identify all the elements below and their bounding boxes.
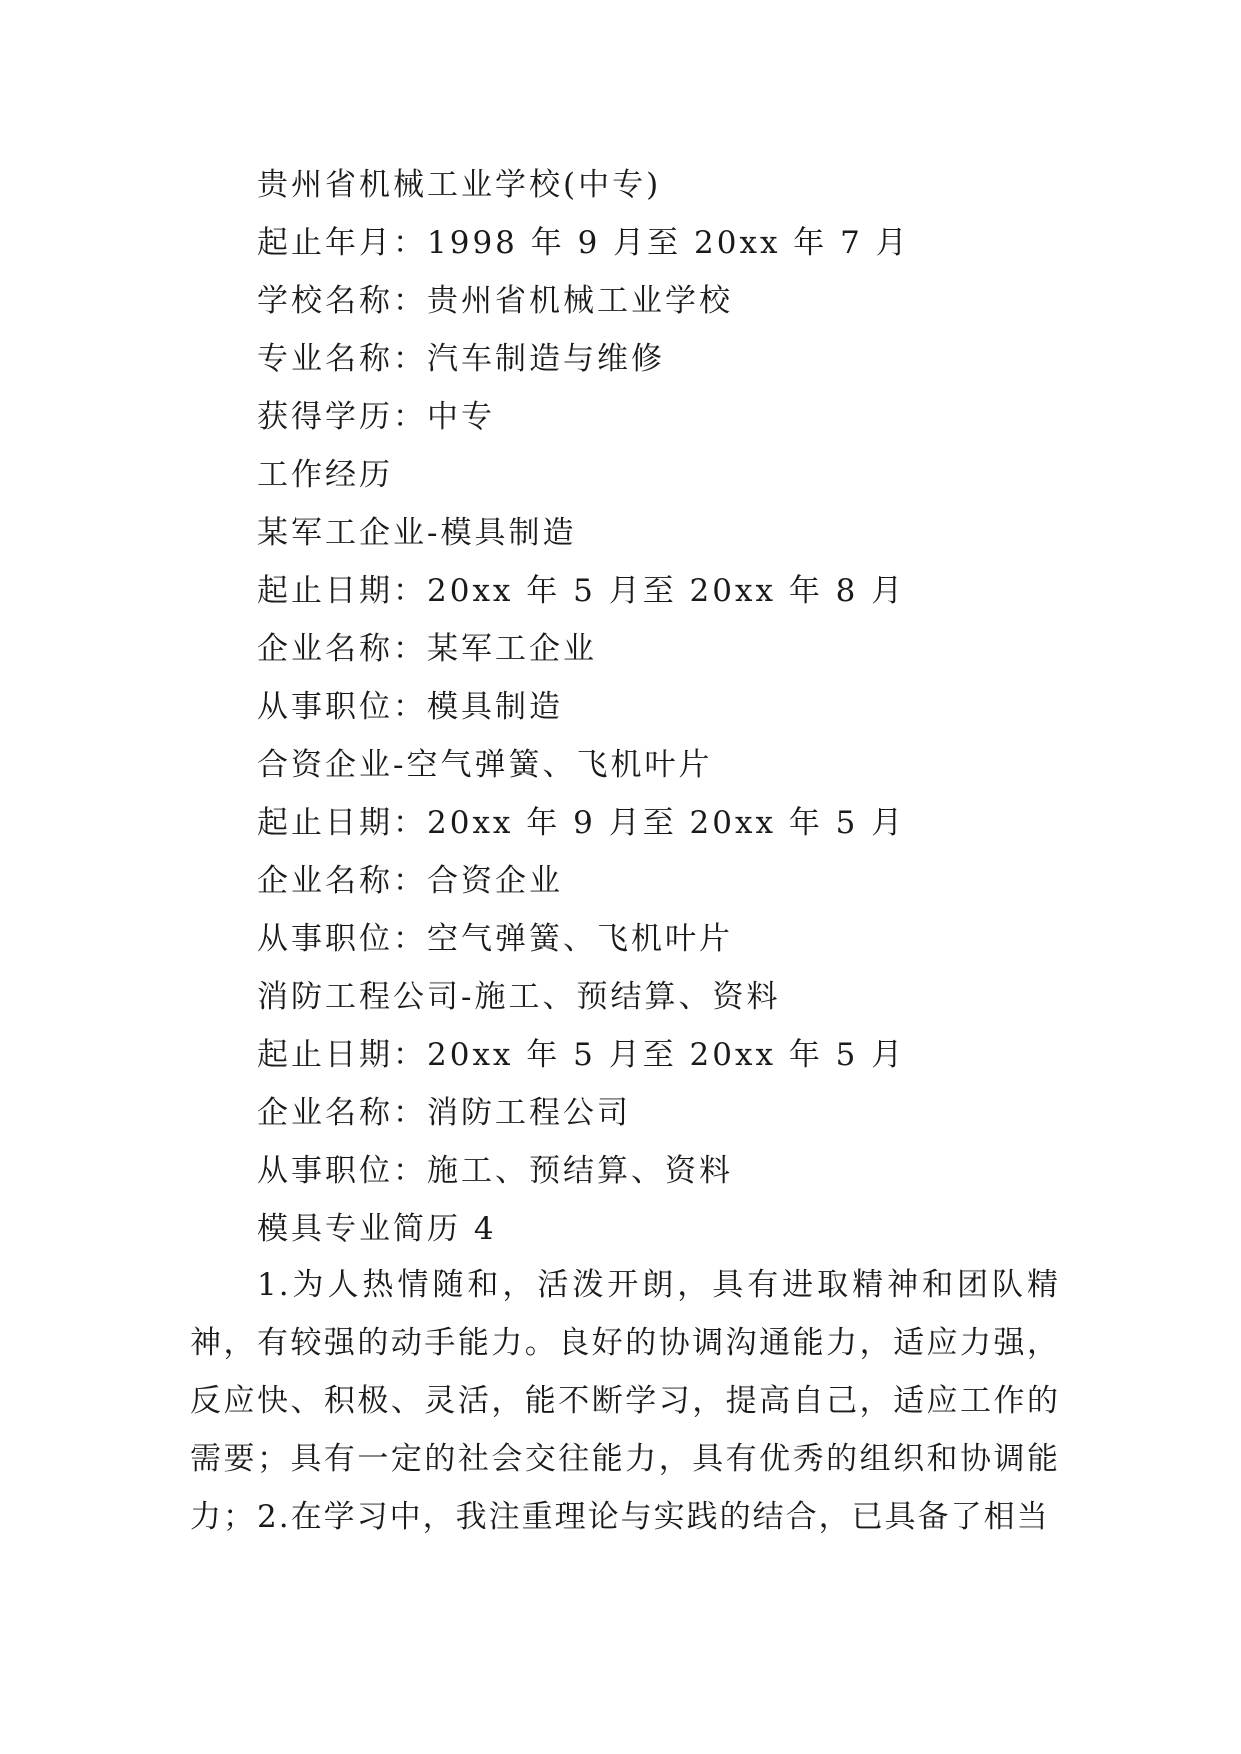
job-2-company: 企业名称：合资企业 <box>257 863 563 899</box>
school-name: 学校名称：贵州省机械工业学校 <box>257 283 733 319</box>
job-1-position: 从事职位：模具制造 <box>257 689 563 725</box>
school-title: 贵州省机械工业学校(中专) <box>257 167 662 203</box>
job-3-company: 企业名称：消防工程公司 <box>257 1095 631 1131</box>
job-1-period: 起止日期：20xx 年 5 月至 20xx 年 8 月 <box>257 573 906 609</box>
self-assessment-paragraph-2: 2.在学习中，我注重理论与实践的结合，已具备了相当 <box>257 1499 1050 1535</box>
study-period: 起止年月：1998 年 9 月至 20xx 年 7 月 <box>257 225 910 261</box>
degree: 获得学历：中专 <box>257 399 495 435</box>
job-2-period: 起止日期：20xx 年 9 月至 20xx 年 5 月 <box>257 805 906 841</box>
job-1-title: 某军工企业-模具制造 <box>257 515 577 551</box>
job-3-title: 消防工程公司-施工、预结算、资料 <box>257 979 781 1015</box>
job-3-period: 起止日期：20xx 年 5 月至 20xx 年 5 月 <box>257 1037 906 1073</box>
job-2-position: 从事职位：空气弹簧、飞机叶片 <box>257 921 733 957</box>
job-2-title: 合资企业-空气弹簧、飞机叶片 <box>257 747 713 783</box>
job-3-position: 从事职位：施工、预结算、资料 <box>257 1153 733 1189</box>
resume-section-title: 模具专业简历 4 <box>257 1211 497 1247</box>
work-history-heading: 工作经历 <box>257 457 393 493</box>
job-1-company: 企业名称：某军工企业 <box>257 631 597 667</box>
self-assessment-paragraph-1: 1.为人热情随和，活泼开朗，具有进取精神和团队精神，有较强的动手能力。良好的协调沟通能力，适应力强，反应快、积极、灵活，能不断学习，提高自己，适应工作的需要；具有一定的社会交往能力，具有优秀的组织和协调能力； <box>190 1267 1060 1535</box>
major-name: 专业名称：汽车制造与维修 <box>257 341 665 377</box>
